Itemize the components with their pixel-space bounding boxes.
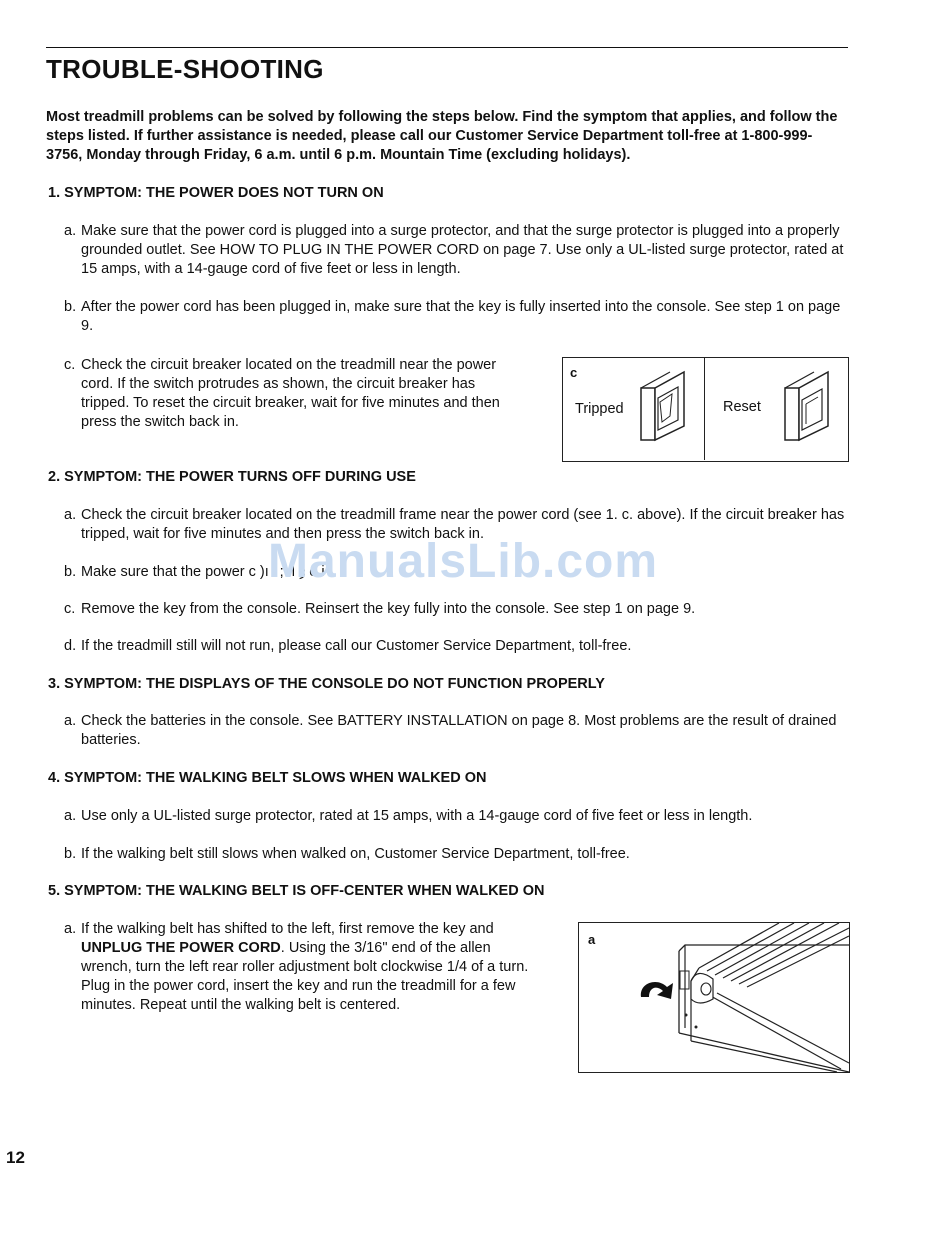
step-text: Remove the key from the console. Reinsert the key fully into the console. See step 1 on page 9. <box>81 601 696 617</box>
step-text: Check the circuit breaker located on the treadmill near the power cord. If the switch protrudes as shown, the circuit breaker has tripped. To reset the circuit breaker, wait for five minutes and then press the switch back in. <box>81 357 500 430</box>
figure-divider <box>704 358 705 460</box>
step-letter: a. <box>64 713 77 729</box>
reset-switch-icon <box>782 370 832 446</box>
tripped-label: Tripped <box>575 401 624 417</box>
top-rule <box>46 47 848 48</box>
step-text: After the power cord has been plugged in, make sure that the key is fully inserted into the console. See step 1 on page 9. <box>81 299 841 334</box>
figure-letter: c <box>570 365 578 380</box>
step-letter: a. <box>64 808 77 824</box>
step-text: If the walking belt still slows when walked on, Customer Service Department, toll-free. <box>81 846 630 862</box>
step-text: Check the circuit breaker located on the treadmill frame near the power cord (see 1. c. above). If the circuit breaker has tripped, wait for five minutes and then press the switch back in. <box>81 507 845 542</box>
step-letter: d. <box>64 638 77 654</box>
symptom-1-step-b <box>64 298 846 336</box>
step-text-before: If the walking belt has shifted to the left, first remove the key and <box>81 921 494 937</box>
tripped-switch-icon <box>638 370 688 446</box>
symptom-5-heading: 5. SYMPTOM: THE WALKING BELT IS OFF-CENTER WHEN WALKED ON <box>48 883 545 899</box>
step-letter: b. <box>64 846 77 862</box>
roller-adjustment-figure <box>578 922 850 1073</box>
symptom-2-step-d <box>64 637 846 656</box>
symptom-4-step-a <box>64 807 846 826</box>
symptom-1-step-c <box>64 356 514 432</box>
step-text: Use only a UL-listed surge protector, rated at 15 amps, with a 14-gauge cord of five feet or less in length. <box>81 808 753 824</box>
step-letter: b. <box>64 564 77 580</box>
figure-letter: a <box>588 932 596 947</box>
circuit-breaker-figure <box>562 357 849 462</box>
step-letter: c. <box>64 357 76 373</box>
symptom-1-heading: 1. SYMPTOM: THE POWER DOES NOT TURN ON <box>48 185 384 201</box>
step-text: Make sure that the power c )ı ' ; ıl ȝ e i . <box>81 564 333 580</box>
step-letter: b. <box>64 299 77 315</box>
step-letter: a. <box>64 507 77 523</box>
symptom-2-heading: 2. SYMPTOM: THE POWER TURNS OFF DURING USE <box>48 469 416 485</box>
treadmill-rear-roller-icon <box>579 923 849 1072</box>
page-title: TROUBLE-SHOOTING <box>46 54 324 84</box>
symptom-3-heading: 3. SYMPTOM: THE DISPLAYS OF THE CONSOLE DO NOT FUNCTION PROPERLY <box>48 676 605 692</box>
symptom-2-step-c <box>64 600 846 619</box>
step-letter: a. <box>64 223 77 239</box>
symptom-3-step-a <box>64 712 846 750</box>
step-text: Make sure that the power cord is plugged into a surge protector, and that the surge protector is plugged into a properly grounded outlet. See HOW TO PLUG IN THE POWER CORD on page 7. Use only a UL-listed surge protector, rated at 15 amps, with a 14-gauge cord of five feet or less in length. <box>81 223 844 277</box>
symptom-1-step-a <box>64 222 846 279</box>
symptom-5-step-a <box>64 920 544 1015</box>
watermark: ManualsLib.com <box>268 535 659 588</box>
step-letter: c. <box>64 601 76 617</box>
page-number: 12 <box>6 1148 25 1167</box>
step-text-after: . Using the 3/16" end of the allen wrench, turn the left rear roller adjustment bolt clockwise 1/4 of a turn. Plug in the power cord, insert the key and run the treadmill for a few minutes. Repeat until the walking belt is centered. <box>81 940 529 1013</box>
reset-label: Reset <box>723 399 761 415</box>
intro-paragraph: Most treadmill problems can be solved by following the steps below. Find the symptom that applies, and follow the steps listed. If further assistance is needed, please call our Customer Service Department toll-free at 1-800-999-3756, Monday through Friday, 6 a.m. until 6 p.m. Mountain Time (excluding holidays). <box>46 109 838 163</box>
step-letter: a. <box>64 921 77 937</box>
symptom-4-heading: 4. SYMPTOM: THE WALKING BELT SLOWS WHEN WALKED ON <box>48 770 487 786</box>
unplug-warning: UNPLUG THE POWER CORD <box>81 940 281 956</box>
step-text: If the treadmill still will not run, please call our Customer Service Department, toll-free. <box>81 638 632 654</box>
step-text: Check the batteries in the console. See BATTERY INSTALLATION on page 8. Most problems are the result of drained batteries. <box>81 713 837 748</box>
symptom-4-step-b <box>64 845 846 864</box>
step-text <box>81 920 544 1015</box>
